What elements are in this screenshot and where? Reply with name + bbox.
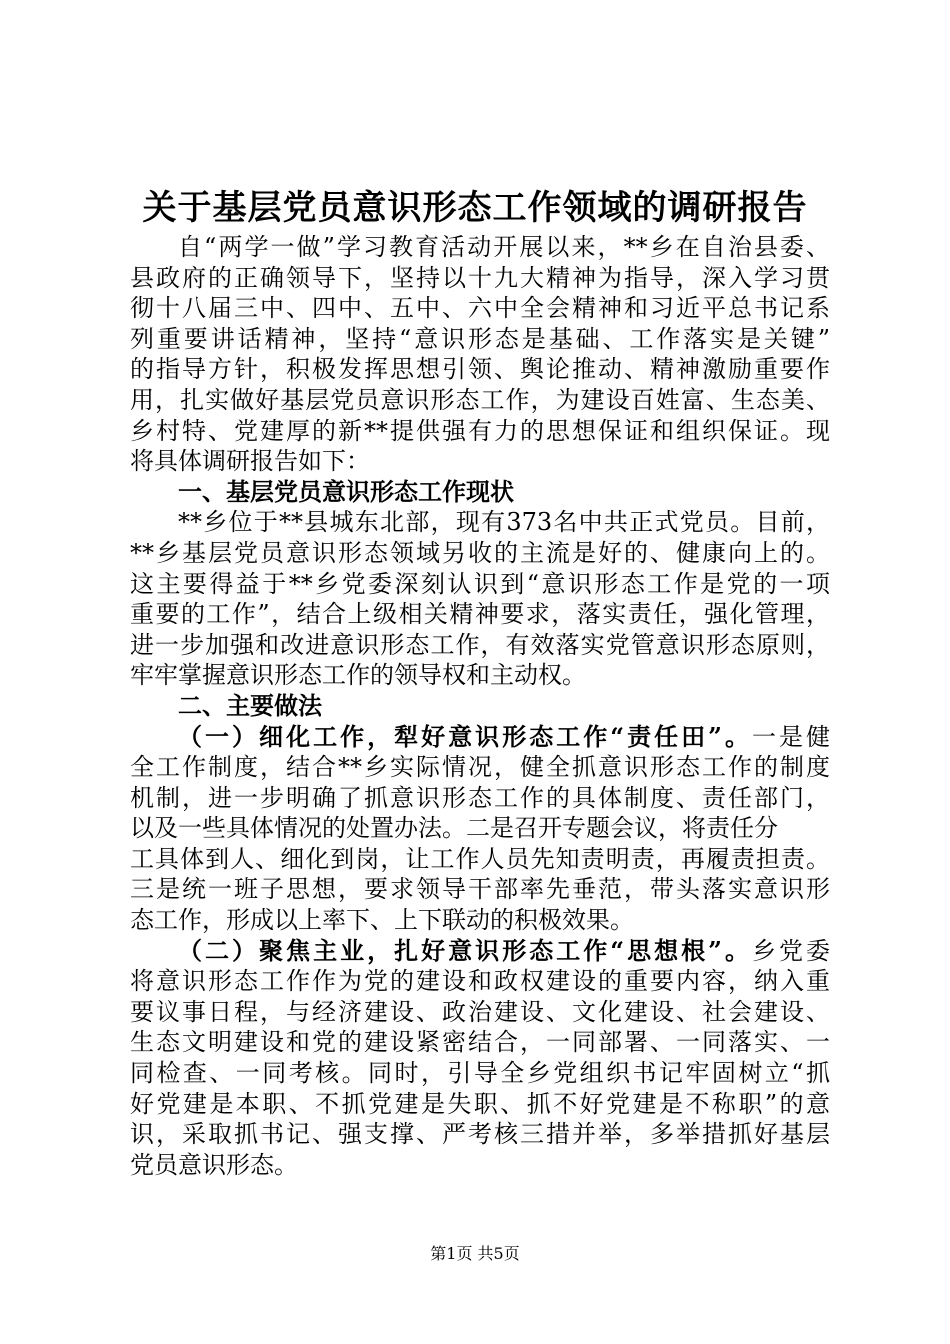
subsection-lead: （一）细化工作，犁好意识形态工作“责任田”。 (178, 721, 752, 751)
section-heading: 二、主要做法 (178, 690, 322, 720)
intro-line: 县政府的正确领导下，坚持以十九大精神为指导，深入学习贯 (130, 263, 830, 292)
intro-line: 用，扎实做好基层党员意识形态工作，为建设百姓富、生态美、 (130, 385, 830, 414)
intro-line: 的指导方针，积极发挥思想引领、舆论推动、精神激励重要作 (130, 355, 830, 384)
subsection1-line: 以及一些具体情况的处置办法。二是召开专题会议，将责任分 (130, 814, 778, 843)
subsection-lead: （二）聚焦主业，扎好意识形态工作“思想根”。 (178, 935, 752, 965)
section1-line: 进一步加强和改进意识形态工作，有效落实党管意识形态原则， (130, 630, 830, 659)
subsection1-line: 机制，进一步明确了抓意识形态工作的具体制度、责任部门， (130, 783, 830, 812)
section1-line: 重要的工作”，结合上级相关精神要求，落实责任，强化管理， (130, 600, 830, 629)
subsection2-line: 要议事日程，与经济建设、政治建设、文化建设、社会建设、 (130, 997, 830, 1026)
section1-line: 牢牢掌握意识形态工作的领导权和主动权。 (130, 661, 586, 690)
subsection-lead-rest: 一是健 (751, 722, 831, 751)
document-title: 关于基层党员意识形态工作领域的调研报告 (142, 188, 808, 228)
page-footer: 第1页 共5页 (430, 1244, 520, 1263)
subsection1-line: 态工作，形成以上率下、上下联动的积极效果。 (130, 906, 634, 935)
subsection2-first-line (130, 936, 830, 967)
subsection1-line: 工具体到人、细化到岗，让工作人员先知责明责，再履责担责。 (130, 844, 830, 873)
subsection-lead-rest: 乡党委 (751, 936, 831, 965)
subsection2-line: 好党建是本职、不抓党建是失职、抓不好党建是不称职”的意 (130, 1089, 830, 1118)
subsection2-line: 同检查、一同考核。同时，引导全乡党组织书记牢固树立“抓 (130, 1059, 830, 1088)
document-body (130, 232, 830, 1180)
subsection1-line: 三是统一班子思想，要求领导干部率先垂范，带头落实意识形 (130, 875, 830, 904)
subsection1-line: 全工作制度，结合**乡实际情况，健全抓意识形态工作的制度 (130, 753, 830, 782)
intro-line: 自“两学一做”学习教育活动开展以来，**乡在自治县委、 (178, 233, 830, 261)
subsection2-line: 识，采取抓书记、强支撑、严考核三措并举，多举措抓好基层 (130, 1120, 830, 1149)
subsection2-line: 生态文明建设和党的建设紧密结合，一同部署、一同落实、一 (130, 1028, 830, 1057)
section1-line: **乡基层党员意识形态领域另收的主流是好的、健康向上的。 (130, 538, 830, 567)
intro-line: 乡村特、党建厚的新**提供强有力的思想保证和组织保证。现 (130, 416, 830, 445)
subsection2-line: 将意识形态工作作为党的建设和政权建设的重要内容，纳入重 (130, 967, 830, 996)
section1-line: **乡位于**县城东北部，现有373名中共正式党员。目前， (178, 508, 830, 537)
intro-line: 彻十八届三中、四中、五中、六中全会精神和习近平总书记系 (130, 294, 830, 323)
section1-line: 这主要得益于**乡党委深刻认识到“意识形态工作是党的一项 (130, 569, 830, 598)
subsection2-line: 党员意识形态。 (130, 1150, 298, 1179)
intro-line: 将具体调研报告如下： (130, 447, 370, 476)
intro-line: 列重要讲话精神，坚持“意识形态是基础、工作落实是关键” (130, 324, 830, 353)
section-heading: 一、基层党员意识形态工作现状 (178, 476, 514, 506)
subsection1-first-line (130, 722, 830, 753)
